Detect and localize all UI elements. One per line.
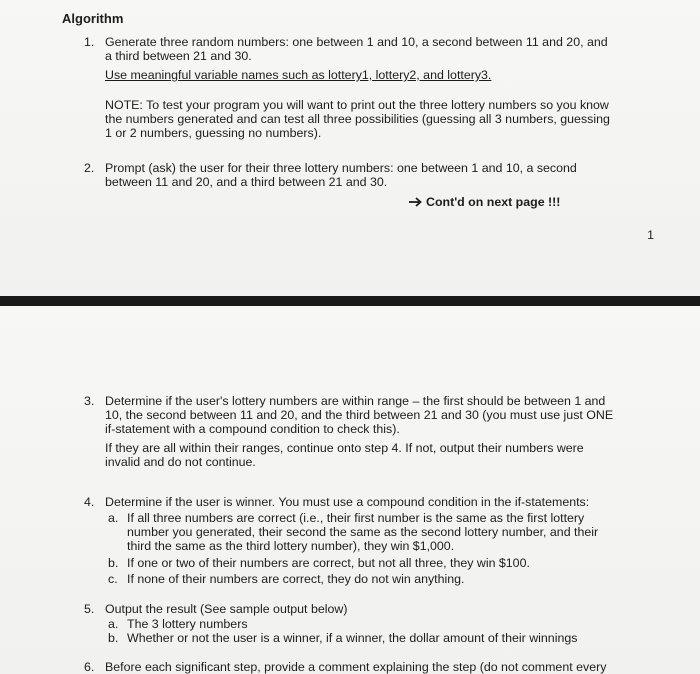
step4-number: 4. <box>84 495 95 509</box>
step3-line3: if-statement with a compound condition to check this). <box>105 422 400 436</box>
step4-b-label: b. <box>108 556 119 570</box>
step1-variables: Use meaningful variable names such as lottery1, lottery2, and lottery3. <box>105 68 492 82</box>
step1-note-line1: NOTE: To test your program you will want to print out the three lottery numbers so you know <box>105 98 609 112</box>
continued-note <box>408 195 560 209</box>
step4-a-line3: third the same as the third lottery number), they win $1,000. <box>127 539 455 553</box>
step4-b-line1: If one or two of their numbers are correct, but not all three, they win $100. <box>127 556 530 570</box>
step1-note-line3: 1 or 2 numbers, guessing no numbers). <box>105 126 322 140</box>
step3-line4: If they are all within their ranges, continue onto step 4. If not, output their numbers were <box>105 441 584 455</box>
step6-line1: Before each significant step, provide a comment explaining the step (do not comment every <box>105 660 607 674</box>
step4-a-line2: number you generated, their second the same as the second lottery number, and their <box>127 525 599 539</box>
step5-line1: Output the result (See sample output below) <box>105 602 348 616</box>
step3-number: 3. <box>84 394 95 408</box>
step5-b-label: b. <box>108 631 119 645</box>
document-page-1 <box>0 0 700 296</box>
right-arrow-icon <box>408 197 422 207</box>
step4-c-label: c. <box>108 572 118 586</box>
step2-line2: between 11 and 20, and a third between 21 and 30. <box>105 175 388 189</box>
step5-a-line1: The 3 lottery numbers <box>127 617 248 631</box>
step5-a-label: a. <box>108 617 119 631</box>
document-page-2 <box>0 306 700 674</box>
step4-a-line1: If all three numbers are correct (i.e., their first number is the same as the first lottery <box>127 511 585 525</box>
step1-note-line2: the numbers generated and can test all three possibilities (guessing all 3 numbers, guessing <box>105 112 610 126</box>
step1-line2: a third between 21 and 30. <box>105 49 252 63</box>
step4-c-line1: If none of their numbers are correct, they do not win anything. <box>127 572 465 586</box>
step5-b-line1: Whether or not the user is a winner, if a winner, the dollar amount of their winnings <box>127 631 578 645</box>
step3-line1: Determine if the user's lottery numbers are within range – the first should be between 1 and <box>105 394 606 408</box>
algorithm-heading: Algorithm <box>62 11 124 26</box>
continued-text: Cont'd on next page !!! <box>426 195 561 209</box>
step2-number: 2. <box>84 161 95 175</box>
step1-line1: Generate three random numbers: one between 1 and 10, a second between 11 and 20, and <box>105 35 608 49</box>
step3-line2: 10, the second between 11 and 20, and the third between 21 and 30 (you must use just ONE <box>105 408 614 422</box>
step3-line5: invalid and do not continue. <box>105 455 256 469</box>
step6-number: 6. <box>84 660 95 674</box>
page-divider <box>0 296 700 306</box>
page-number: 1 <box>647 228 654 242</box>
step1-number: 1. <box>84 35 95 49</box>
step4-line1: Determine if the user is winner. You must use a compound condition in the if-statements: <box>105 495 590 509</box>
step4-a-label: a. <box>108 511 119 525</box>
step2-line1: Prompt (ask) the user for their three lottery numbers: one between 1 and 10, a second <box>105 161 577 175</box>
step5-number: 5. <box>84 602 95 616</box>
